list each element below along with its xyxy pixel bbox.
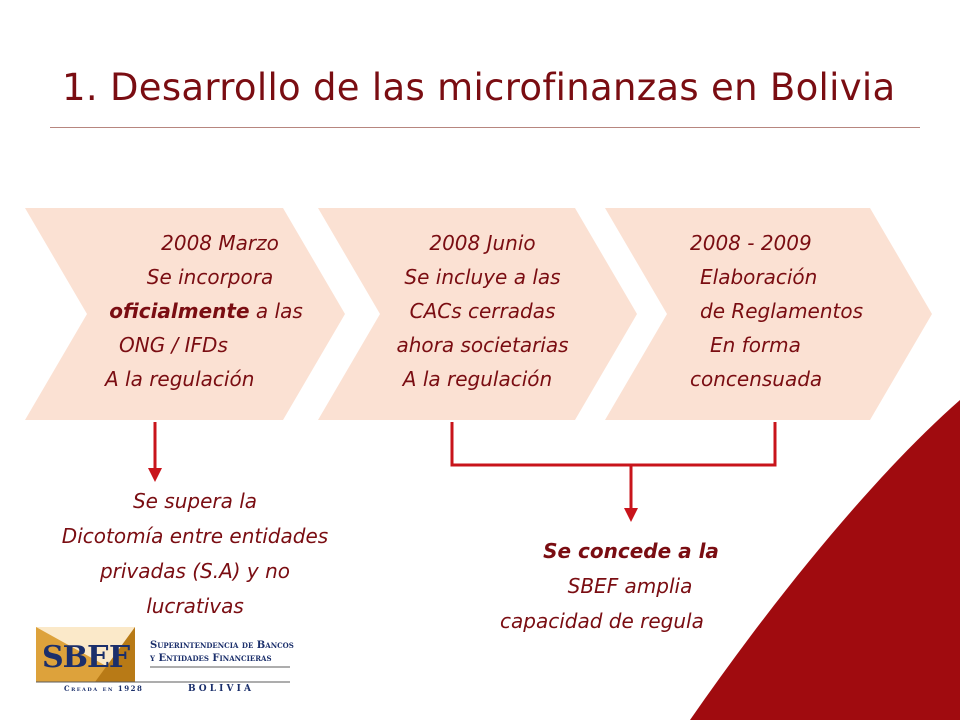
- step-2-line4: ahora societarias: [396, 333, 569, 357]
- step-1-bold: oficialmente: [109, 299, 250, 323]
- step-3-line4: En forma: [710, 333, 801, 357]
- note-left-line3: privadas (S.A) y no: [99, 559, 291, 583]
- bracket-connector: [452, 422, 775, 465]
- step-1-line3: [70, 294, 330, 328]
- arrow-right-head: [624, 508, 638, 522]
- step-3-text: [680, 226, 910, 396]
- title-divider: [50, 127, 920, 128]
- note-right: [495, 534, 765, 639]
- step-1-date: 2008 Marzo: [161, 231, 279, 255]
- step-3-line3: de Reglamentos: [700, 299, 864, 323]
- step-1-line3-rest: a las: [249, 299, 303, 323]
- step-2-line5: A la regulación: [402, 367, 553, 391]
- step-1-line5: A la regulación: [105, 367, 255, 391]
- slide-title: 1. Desarrollo de las microfinanzas en Bolivia: [62, 66, 896, 109]
- step-1-line2: Se incorpora: [146, 265, 274, 289]
- step-2-text: [365, 226, 600, 396]
- step-2-line2: Se incluye a las: [404, 265, 561, 289]
- step-1-line4: ONG / IFDs: [119, 333, 228, 357]
- note-right-line2: SBEF amplia: [567, 574, 693, 598]
- arrow-left-head: [148, 468, 162, 482]
- step-2-date: 2008 Junio: [429, 231, 536, 255]
- note-right-line3: capacidad de regula: [500, 609, 704, 633]
- note-left: [30, 484, 360, 624]
- sbef-logo-mark: SBEF: [42, 640, 130, 675]
- sbef-logo-founded: Creada en 1928: [64, 684, 144, 693]
- note-left-line2: Dicotomía entre entidades: [61, 524, 329, 548]
- note-left-line4: lucrativas: [146, 594, 244, 618]
- sbef-logo-name-1: Superintendencia de Bancos: [150, 640, 294, 651]
- note-right-bold: Se concede a la: [543, 539, 719, 563]
- note-left-line1: Se supera la: [132, 489, 258, 513]
- sbef-logo-country: B O L I V I A: [188, 684, 251, 694]
- note-right-line1: [495, 534, 765, 569]
- step-3-line2: Elaboración: [700, 265, 818, 289]
- step-2-line3: CACs cerradas: [409, 299, 556, 323]
- step-1-text: [70, 226, 330, 396]
- step-3-date: 2008 - 2009: [690, 231, 812, 255]
- step-3-line5: concensuada: [690, 367, 823, 391]
- sbef-logo-name-2: y Entidades Financieras: [150, 653, 272, 664]
